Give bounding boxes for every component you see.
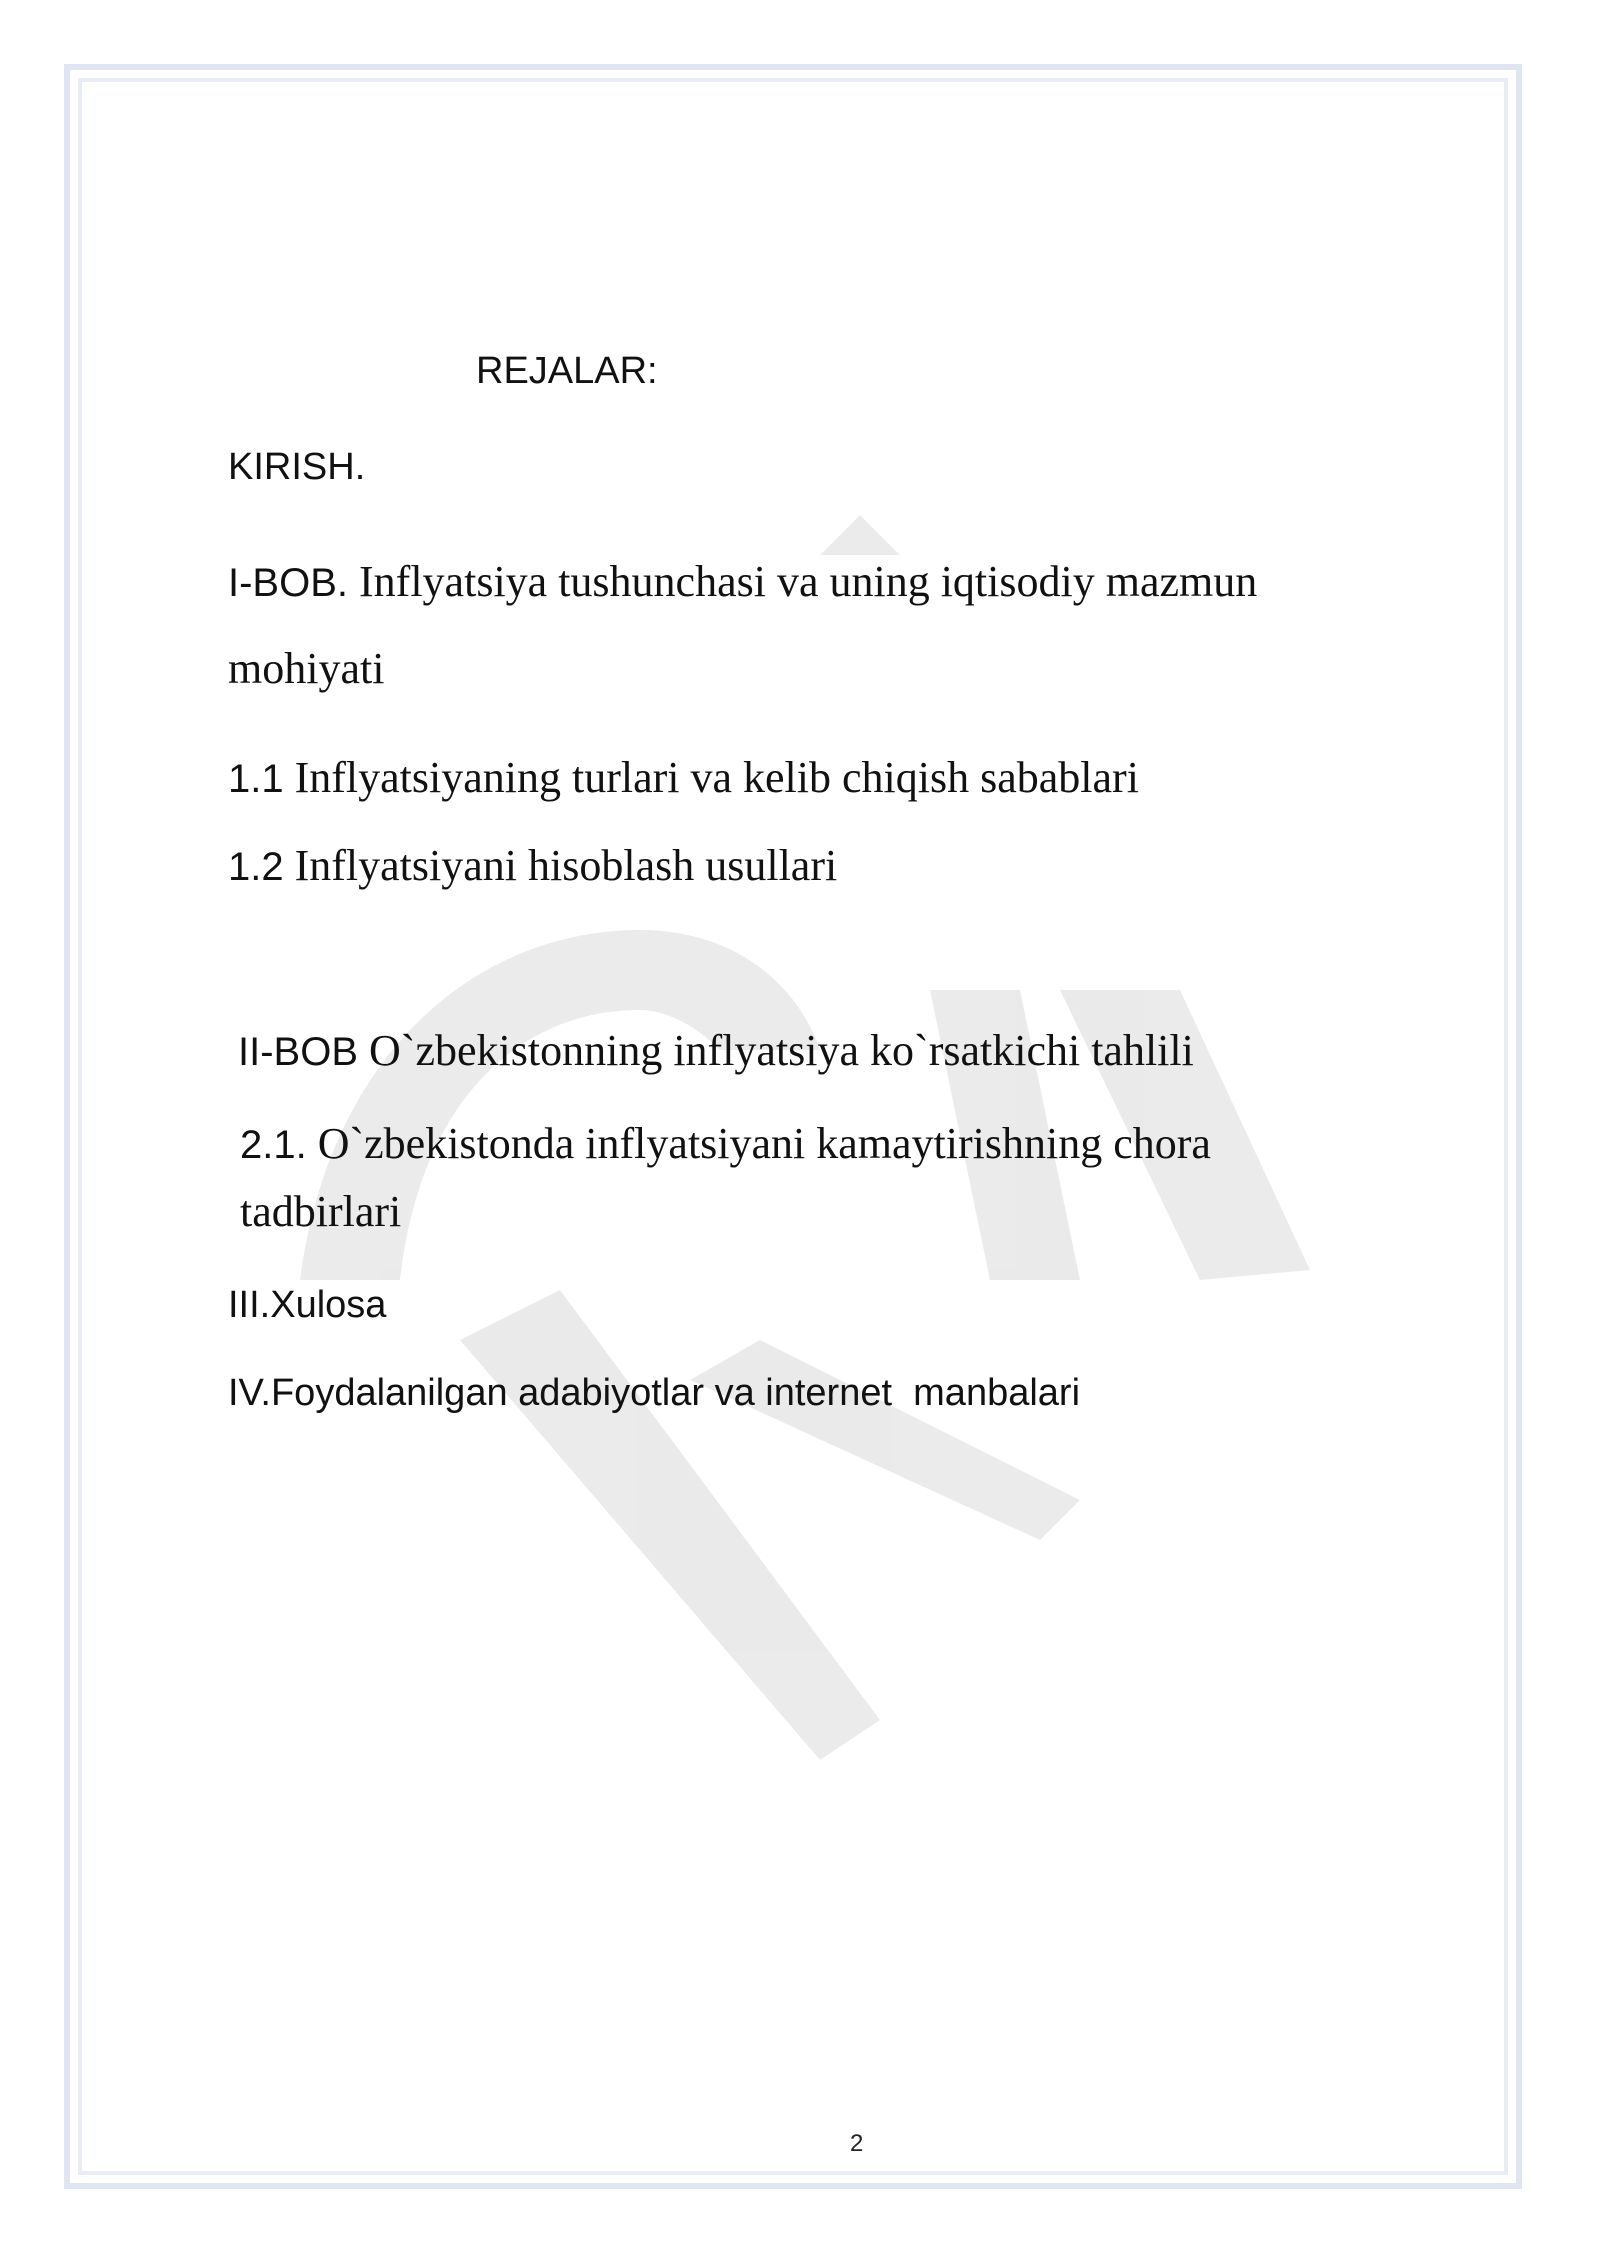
chapter2-item: [238, 1025, 1194, 1076]
chapter1-item: [228, 556, 1257, 607]
chapter2-prefix: II-BOB: [238, 1030, 359, 1074]
section2-1-number: 2.1.: [240, 1123, 307, 1167]
intro-item: KIRISH.: [228, 446, 366, 488]
section1-1-title: Inflyatsiyaning turlari va kelib chiqish sabablari: [294, 753, 1139, 802]
section2-1-title-line1: O`zbekistonda inflyatsiyani kamaytirishning chora: [317, 1119, 1211, 1168]
section1-2-number: 1.2: [228, 845, 284, 889]
page-number: 2: [850, 2130, 864, 2157]
section1-1-number: 1.1: [228, 757, 284, 801]
chapter1-prefix: I-BOB.: [228, 561, 349, 605]
section1-1-item: [228, 752, 1139, 803]
chapter2-title: O`zbekistonning inflyatsiya ko`rsatkichi tahlili: [369, 1026, 1194, 1075]
conclusion-item: III.Xulosa: [228, 1284, 387, 1326]
plan-heading: REJALAR:: [476, 350, 658, 392]
chapter1-title-line2: mohiyati: [228, 644, 385, 693]
references-item: IV.Foydalanilgan adabiyotlar va internet manbalari: [228, 1372, 1081, 1414]
section2-1-title-line2: tadbirlari: [240, 1187, 402, 1236]
section1-2-item: [228, 840, 837, 891]
section1-2-title: Inflyatsiyani hisoblash usullari: [294, 841, 838, 890]
chapter1-title-line1: Inflyatsiya tushunchasi va uning iqtisodiy mazmun: [359, 557, 1258, 606]
section2-1-item: [240, 1118, 1211, 1169]
